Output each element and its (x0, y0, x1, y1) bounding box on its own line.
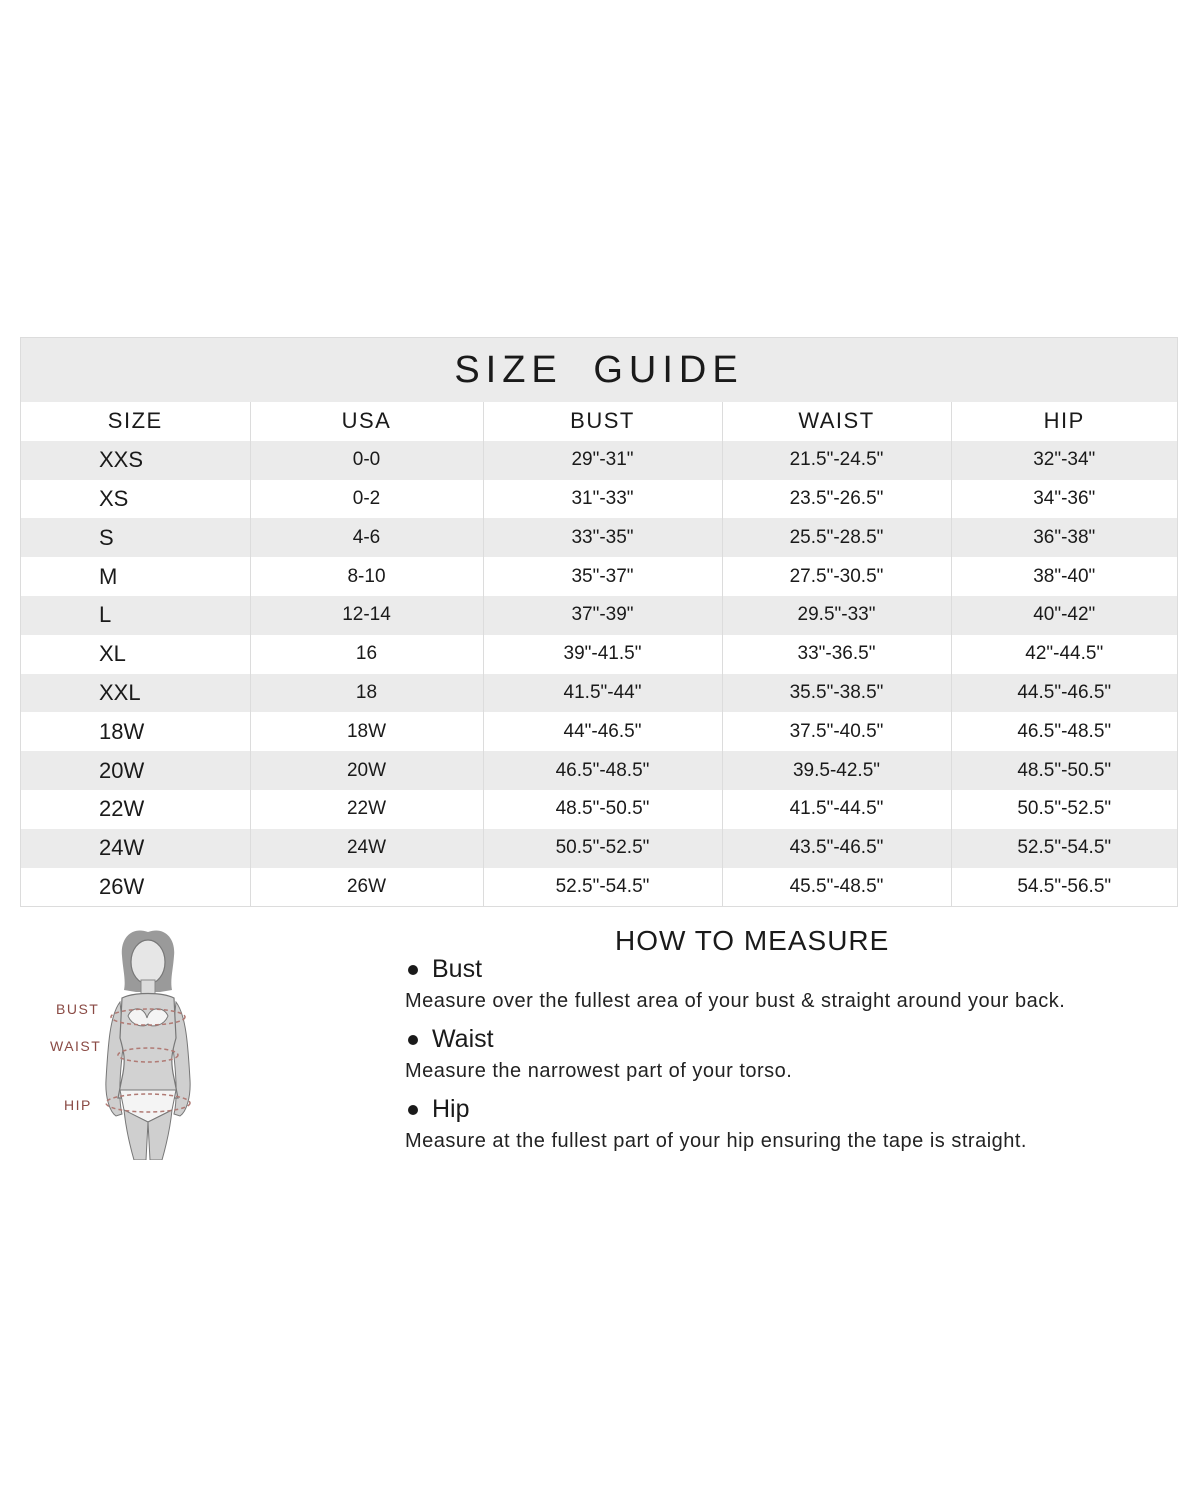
cell-usa: 20W (250, 751, 483, 790)
cell-bust: 37"-39" (483, 596, 722, 635)
title-bar (21, 338, 1177, 402)
cell-waist: 21.5"-24.5" (722, 441, 951, 480)
bullet-icon (408, 965, 418, 975)
cell-size: M (21, 557, 250, 596)
cell-size: XS (21, 480, 250, 519)
cell-size: S (21, 518, 250, 557)
table-row (21, 635, 1177, 674)
size-table (21, 402, 1177, 906)
hip-label: HIP (64, 1097, 92, 1113)
cell-hip: 32"-34" (951, 441, 1177, 480)
cell-usa: 12-14 (250, 596, 483, 635)
cell-waist: 43.5"-46.5" (722, 829, 951, 868)
table-row (21, 518, 1177, 557)
cell-usa: 24W (250, 829, 483, 868)
bullet-icon (408, 1105, 418, 1115)
header-size: SIZE (21, 402, 250, 441)
cell-usa: 0-0 (250, 441, 483, 480)
cell-bust: 31"-33" (483, 480, 722, 519)
cell-size: 22W (21, 790, 250, 829)
cell-hip: 36"-38" (951, 518, 1177, 557)
cell-waist: 23.5"-26.5" (722, 480, 951, 519)
cell-size: 18W (21, 712, 250, 751)
size-guide-table (20, 337, 1178, 907)
cell-bust: 29"-31" (483, 441, 722, 480)
header-hip: HIP (951, 402, 1177, 441)
bullet-icon (408, 1035, 418, 1045)
measure-item-description: Measure over the fullest area of your bust & straight around your back. (405, 990, 1066, 1012)
cell-size: 24W (21, 829, 250, 868)
table-row (21, 712, 1177, 751)
cell-hip: 40"-42" (951, 596, 1177, 635)
header-row (21, 402, 1177, 441)
cell-waist: 27.5"-30.5" (722, 557, 951, 596)
header-bust: BUST (483, 402, 722, 441)
cell-bust: 50.5"-52.5" (483, 829, 722, 868)
cell-size: 26W (21, 868, 250, 907)
cell-waist: 41.5"-44.5" (722, 790, 951, 829)
table-row (21, 674, 1177, 713)
cell-bust: 33"-35" (483, 518, 722, 557)
size-guide-title: SIZE GUIDE (454, 348, 744, 391)
measure-item-waist (405, 1025, 1165, 1083)
table-row (21, 751, 1177, 790)
bust-label: BUST (56, 1001, 100, 1017)
cell-waist: 35.5"-38.5" (722, 674, 951, 713)
cell-usa: 22W (250, 790, 483, 829)
table-row (21, 557, 1177, 596)
table-body (21, 441, 1177, 907)
cell-usa: 18 (250, 674, 483, 713)
cell-hip: 42"-44.5" (951, 635, 1177, 674)
cell-usa: 26W (250, 868, 483, 907)
cell-waist: 29.5"-33" (722, 596, 951, 635)
cell-usa: 4-6 (250, 518, 483, 557)
cell-bust: 52.5"-54.5" (483, 868, 722, 907)
cell-hip: 34"-36" (951, 480, 1177, 519)
cell-size: XL (21, 635, 250, 674)
measure-item-hip (405, 1095, 1165, 1153)
measure-item-name: Waist (432, 1025, 494, 1053)
measure-item-name: Hip (432, 1095, 470, 1123)
body-figure (40, 920, 230, 1160)
cell-bust: 48.5"-50.5" (483, 790, 722, 829)
cell-bust: 44"-46.5" (483, 712, 722, 751)
table-row (21, 829, 1177, 868)
measure-item-description: Measure at the fullest part of your hip ensuring the tape is straight. (405, 1130, 1027, 1152)
cell-size: 20W (21, 751, 250, 790)
cell-hip: 44.5"-46.5" (951, 674, 1177, 713)
cell-usa: 18W (250, 712, 483, 751)
how-to-measure-title: HOW TO MEASURE (615, 925, 890, 956)
cell-waist: 25.5"-28.5" (722, 518, 951, 557)
table-row (21, 790, 1177, 829)
cell-bust: 35"-37" (483, 557, 722, 596)
cell-waist: 39.5-42.5" (722, 751, 951, 790)
cell-waist: 33"-36.5" (722, 635, 951, 674)
header-usa: USA (250, 402, 483, 441)
cell-hip: 50.5"-52.5" (951, 790, 1177, 829)
table-row (21, 868, 1177, 907)
cell-hip: 46.5"-48.5" (951, 712, 1177, 751)
cell-hip: 54.5"-56.5" (951, 868, 1177, 907)
measure-item-bust (405, 955, 1165, 1013)
cell-usa: 8-10 (250, 557, 483, 596)
cell-hip: 52.5"-54.5" (951, 829, 1177, 868)
cell-size: XXL (21, 674, 250, 713)
table-row (21, 596, 1177, 635)
cell-waist: 37.5"-40.5" (722, 712, 951, 751)
cell-size: XXS (21, 441, 250, 480)
table-row (21, 480, 1177, 519)
cell-hip: 48.5"-50.5" (951, 751, 1177, 790)
cell-usa: 0-2 (250, 480, 483, 519)
cell-bust: 39"-41.5" (483, 635, 722, 674)
measure-item-description: Measure the narrowest part of your torso. (405, 1060, 793, 1082)
measure-item-name: Bust (432, 955, 483, 983)
cell-waist: 45.5"-48.5" (722, 868, 951, 907)
cell-usa: 16 (250, 635, 483, 674)
cell-size: L (21, 596, 250, 635)
cell-bust: 41.5"-44" (483, 674, 722, 713)
cell-hip: 38"-40" (951, 557, 1177, 596)
table-row (21, 441, 1177, 480)
header-waist: WAIST (722, 402, 951, 441)
cell-bust: 46.5"-48.5" (483, 751, 722, 790)
waist-label: WAIST (50, 1038, 102, 1054)
